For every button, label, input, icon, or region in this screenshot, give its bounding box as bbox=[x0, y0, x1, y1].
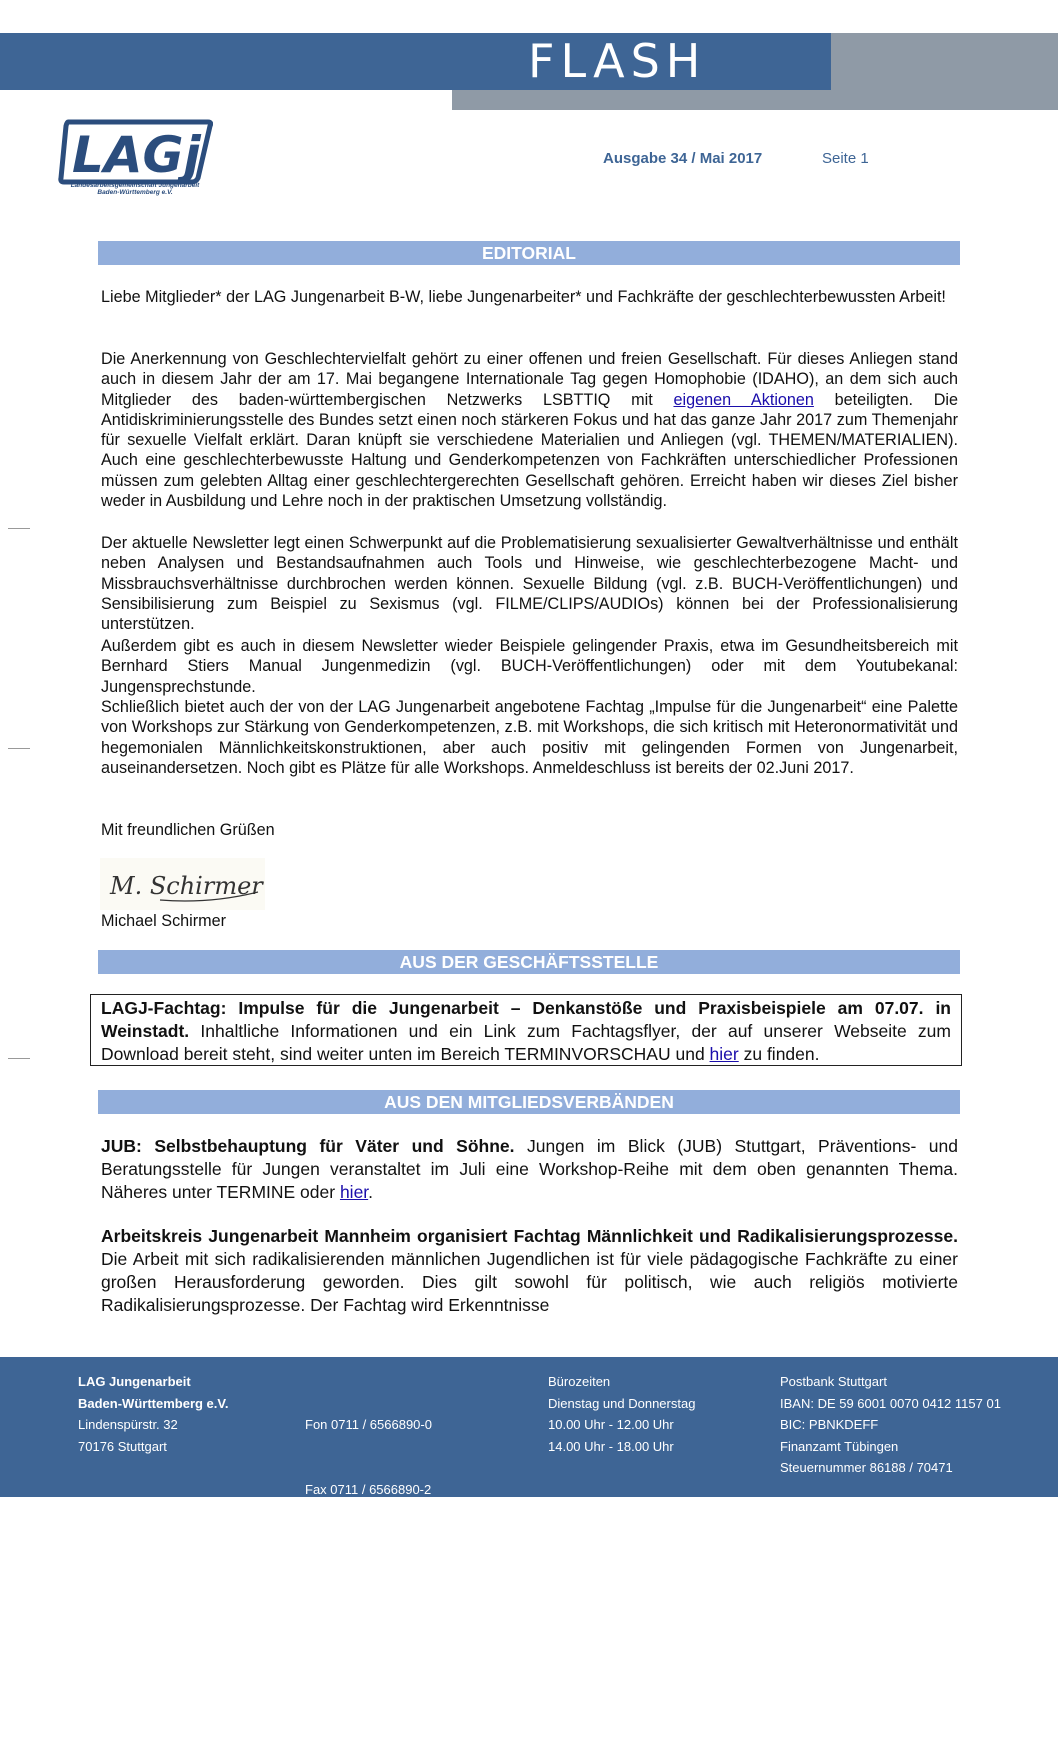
footer-fax: Fax 0711 / 6566890-2 bbox=[305, 1481, 432, 1497]
editorial-closing: Mit freundlichen Grüßen bbox=[101, 821, 275, 839]
footer-org-name-2: Baden-Württemberg e.V. bbox=[78, 1395, 229, 1411]
fold-mark bbox=[8, 528, 30, 529]
footer bbox=[0, 1357, 1058, 1690]
member-item-jub bbox=[101, 1135, 958, 1204]
logo-subtitle-line-2: Baden-Württemberg e.V. bbox=[97, 189, 173, 196]
fold-mark bbox=[8, 748, 30, 749]
footer-bank bbox=[780, 1371, 1001, 1479]
fachtag-announcement-box bbox=[90, 994, 962, 1066]
mannheim-text: Die Arbeit mit sich radikalisierenden männlichen Jugendlichen ist für viele pädagogische Fachkräfte zu einer großen Herausforderung geworden. Dies gilt sowohl für politisch, wie auch religiös motivierte Radikalisierungsprozesse. Der Fachtag wird Erkenntnisse bbox=[101, 1249, 958, 1315]
logo-text: LAGj bbox=[72, 126, 201, 184]
footer-hours-morning: 10.00 Uhr - 12.00 Uhr bbox=[548, 1417, 674, 1432]
footer-bic: BIC: PBNKDEFF bbox=[780, 1417, 879, 1432]
footer-hours-afternoon: 14.00 Uhr - 18.00 Uhr bbox=[548, 1438, 674, 1454]
editorial-p1-text-a: Die Anerkennung von Geschlechtervielfalt gehört zu einer offenen und freien Gesellschaft. Für dieses Anliegen stand auch in diesem Jahr der am 17. Mai begangene Internationale Tag gegen Homophobie (IDAHO), an dem sich auch Mitglieder des baden-württembergischen Netzwerks LSBTTIQ mit bbox=[101, 350, 958, 409]
footer-website[interactable]: www.lag-jungenarbeit.de bbox=[305, 1675, 448, 1690]
editorial-paragraph-2: Der aktuelle Newsletter legt einen Schwerpunkt auf die Problematisierung sexualisierter Gewaltverhältnisse und enthält neben Analysen und Bestandsaufnahmen auch Tools und Hinweise, wie geschlechterbezogene Macht- und Missbrauchsverhältnisse durchbrochen werden können. Sexuelle Bildung (vgl. z.B. BUCH-Veröffentlichungen) und Sensibilisierung zum Beispiel zu Sexismus (vgl. FILME/CLIPS/AUDIOs) können bei der Professionalisierung unterstützen. bbox=[101, 534, 958, 634]
footer-office-hours bbox=[548, 1371, 695, 1457]
newsletter-title: FLASH bbox=[528, 34, 707, 88]
footer-hours-title: Bürozeiten bbox=[548, 1374, 611, 1389]
mannheim-title: Arbeitskreis Jungenarbeit Mannheim organisiert Fachtag Männlichkeit und Radikalisierungsprozesse. bbox=[101, 1226, 958, 1246]
footer-phone: Fon 0711 / 6566890-0 bbox=[305, 1417, 432, 1432]
section-heading-members: AUS DEN MITGLIEDSVERBÄNDEN bbox=[98, 1090, 960, 1114]
editorial-paragraph-1 bbox=[101, 349, 958, 511]
footer-tax-number: Steuernummer 86188 / 70471 bbox=[780, 1460, 953, 1475]
fold-mark bbox=[8, 1058, 30, 1059]
editorial-p1-text-b: beteiligten. Die Antidiskriminierungsstelle des Bundes setzt einen noch stärkeren Fokus und hat das ganze Jahr 2017 zum Themenjahr für sexuelle Vielfalt erklärt. Daran knüpft sie verschiedene Materialien und Anliegen (vgl. THEMEN/MATERIALIEN). Auch eine geschlechterbewusste Haltung und Genderkompetenzen von Fachkräften unterschiedlicher Professionen müssen zum gelebten Alltag einer geschlechtergerechten Gesellschaft gehören. Erreicht haben wir dieses Ziel bisher weder in Ausbildung und Lehre noch in der praktischen Umsetzung vollständig. bbox=[101, 390, 958, 511]
eigene-aktionen-link[interactable]: eigenen Aktionen bbox=[673, 390, 814, 409]
footer-mobile: Mobil 01523 / 3883029 bbox=[305, 1546, 438, 1561]
logo-subtitle bbox=[60, 182, 210, 196]
fachtag-title: LAGJ-Fachtag: Impulse für die Jungenarbeit – Denkanstöße und Praxisbeispiele am 07.07. in Weinstadt. bbox=[101, 998, 951, 1041]
footer-city: 70176 Stuttgart bbox=[78, 1438, 167, 1454]
fachtag-hier-link[interactable]: hier bbox=[709, 1044, 739, 1064]
footer-hours-days: Dienstag und Donnerstag bbox=[548, 1395, 696, 1411]
footer-contact bbox=[305, 1371, 450, 1737]
footer-address bbox=[78, 1371, 229, 1457]
issue-label: Ausgabe 34 / Mai 2017 bbox=[603, 150, 763, 167]
member-item-mannheim bbox=[101, 1225, 958, 1317]
jub-text-end: . bbox=[368, 1182, 374, 1202]
jub-title: JUB: Selbstbehauptung für Väter und Söhne. bbox=[101, 1136, 515, 1156]
fachtag-text: Inhaltliche Informationen und ein Link zum Fachtagsflyer, der auf unserer Webseite zum Download bereit steht, sind weiter unten im Bereich TERMINVORSCHAU und bbox=[101, 1021, 951, 1064]
jub-hier-link[interactable]: hier bbox=[339, 1182, 369, 1202]
logo-subtitle-line-1: Landesarbeitsgemeinschaft Jungenarbeit bbox=[70, 182, 200, 189]
signer-name: Michael Schirmer bbox=[101, 912, 227, 930]
editorial-greeting: Liebe Mitglieder* der LAG Jungenarbeit B-W, liebe Jungenarbeiter* und Fachkräfte der geschlechterbewussten Arbeit! bbox=[101, 288, 946, 306]
footer-email[interactable]: info@lag-jungenarbeit.de bbox=[305, 1610, 451, 1626]
section-heading-editorial: EDITORIAL bbox=[98, 241, 960, 265]
page-number: Seite 1 bbox=[822, 150, 869, 167]
footer-tax-office: Finanzamt Tübingen bbox=[780, 1438, 899, 1454]
editorial-paragraph-3: Außerdem gibt es auch in diesem Newsletter wieder Beispiele gelingender Praxis, etwa im Gesundheitsbereich mit Bernhard Stiers Manual Jungenmedizin (vgl. BUCH-Veröffentlichungen) oder mit dem Youtubekanal: Jungensprechstunde. bbox=[101, 637, 958, 696]
editorial-paragraph-4: Schließlich bietet auch der von der LAG Jungenarbeit angebotene Fachtag „Impulse für die Jungenarbeit“ eine Palette von Workshops zur Stärkung von Genderkompetenzen, z.B. mit Workshops, die sich kritisch mit Heteronormativität und hegemonialen Männlichkeitskonstruktionen, aber auch positiv mit gelingenden Formen von Jungenarbeit, auseinandersetzen. Noch gibt es Plätze für alle Workshops. Anmeldeschluss ist bereits der 02.Juni 2017. bbox=[101, 698, 958, 777]
signature-image bbox=[100, 858, 265, 910]
footer-bank-name: Postbank Stuttgart bbox=[780, 1374, 887, 1389]
signature-text: M. Schirmer bbox=[110, 872, 263, 900]
fachtag-text-end: zu finden. bbox=[738, 1044, 820, 1064]
footer-org-name: LAG Jungenarbeit bbox=[78, 1374, 191, 1389]
section-heading-office: AUS DER GESCHÄFTSSTELLE bbox=[98, 950, 960, 974]
jub-text: Jungen im Blick (JUB) Stuttgart, Präventions- und Beratungsstelle für Jungen veranstaltet im Juli eine Workshop-Reihe mit dem oben genannten Thema. Näheres unter TERMINE oder bbox=[101, 1136, 958, 1202]
footer-street: Lindenspürstr. 32 bbox=[78, 1417, 178, 1432]
footer-iban: IBAN: DE 59 6001 0070 0412 1157 01 bbox=[780, 1395, 1001, 1411]
